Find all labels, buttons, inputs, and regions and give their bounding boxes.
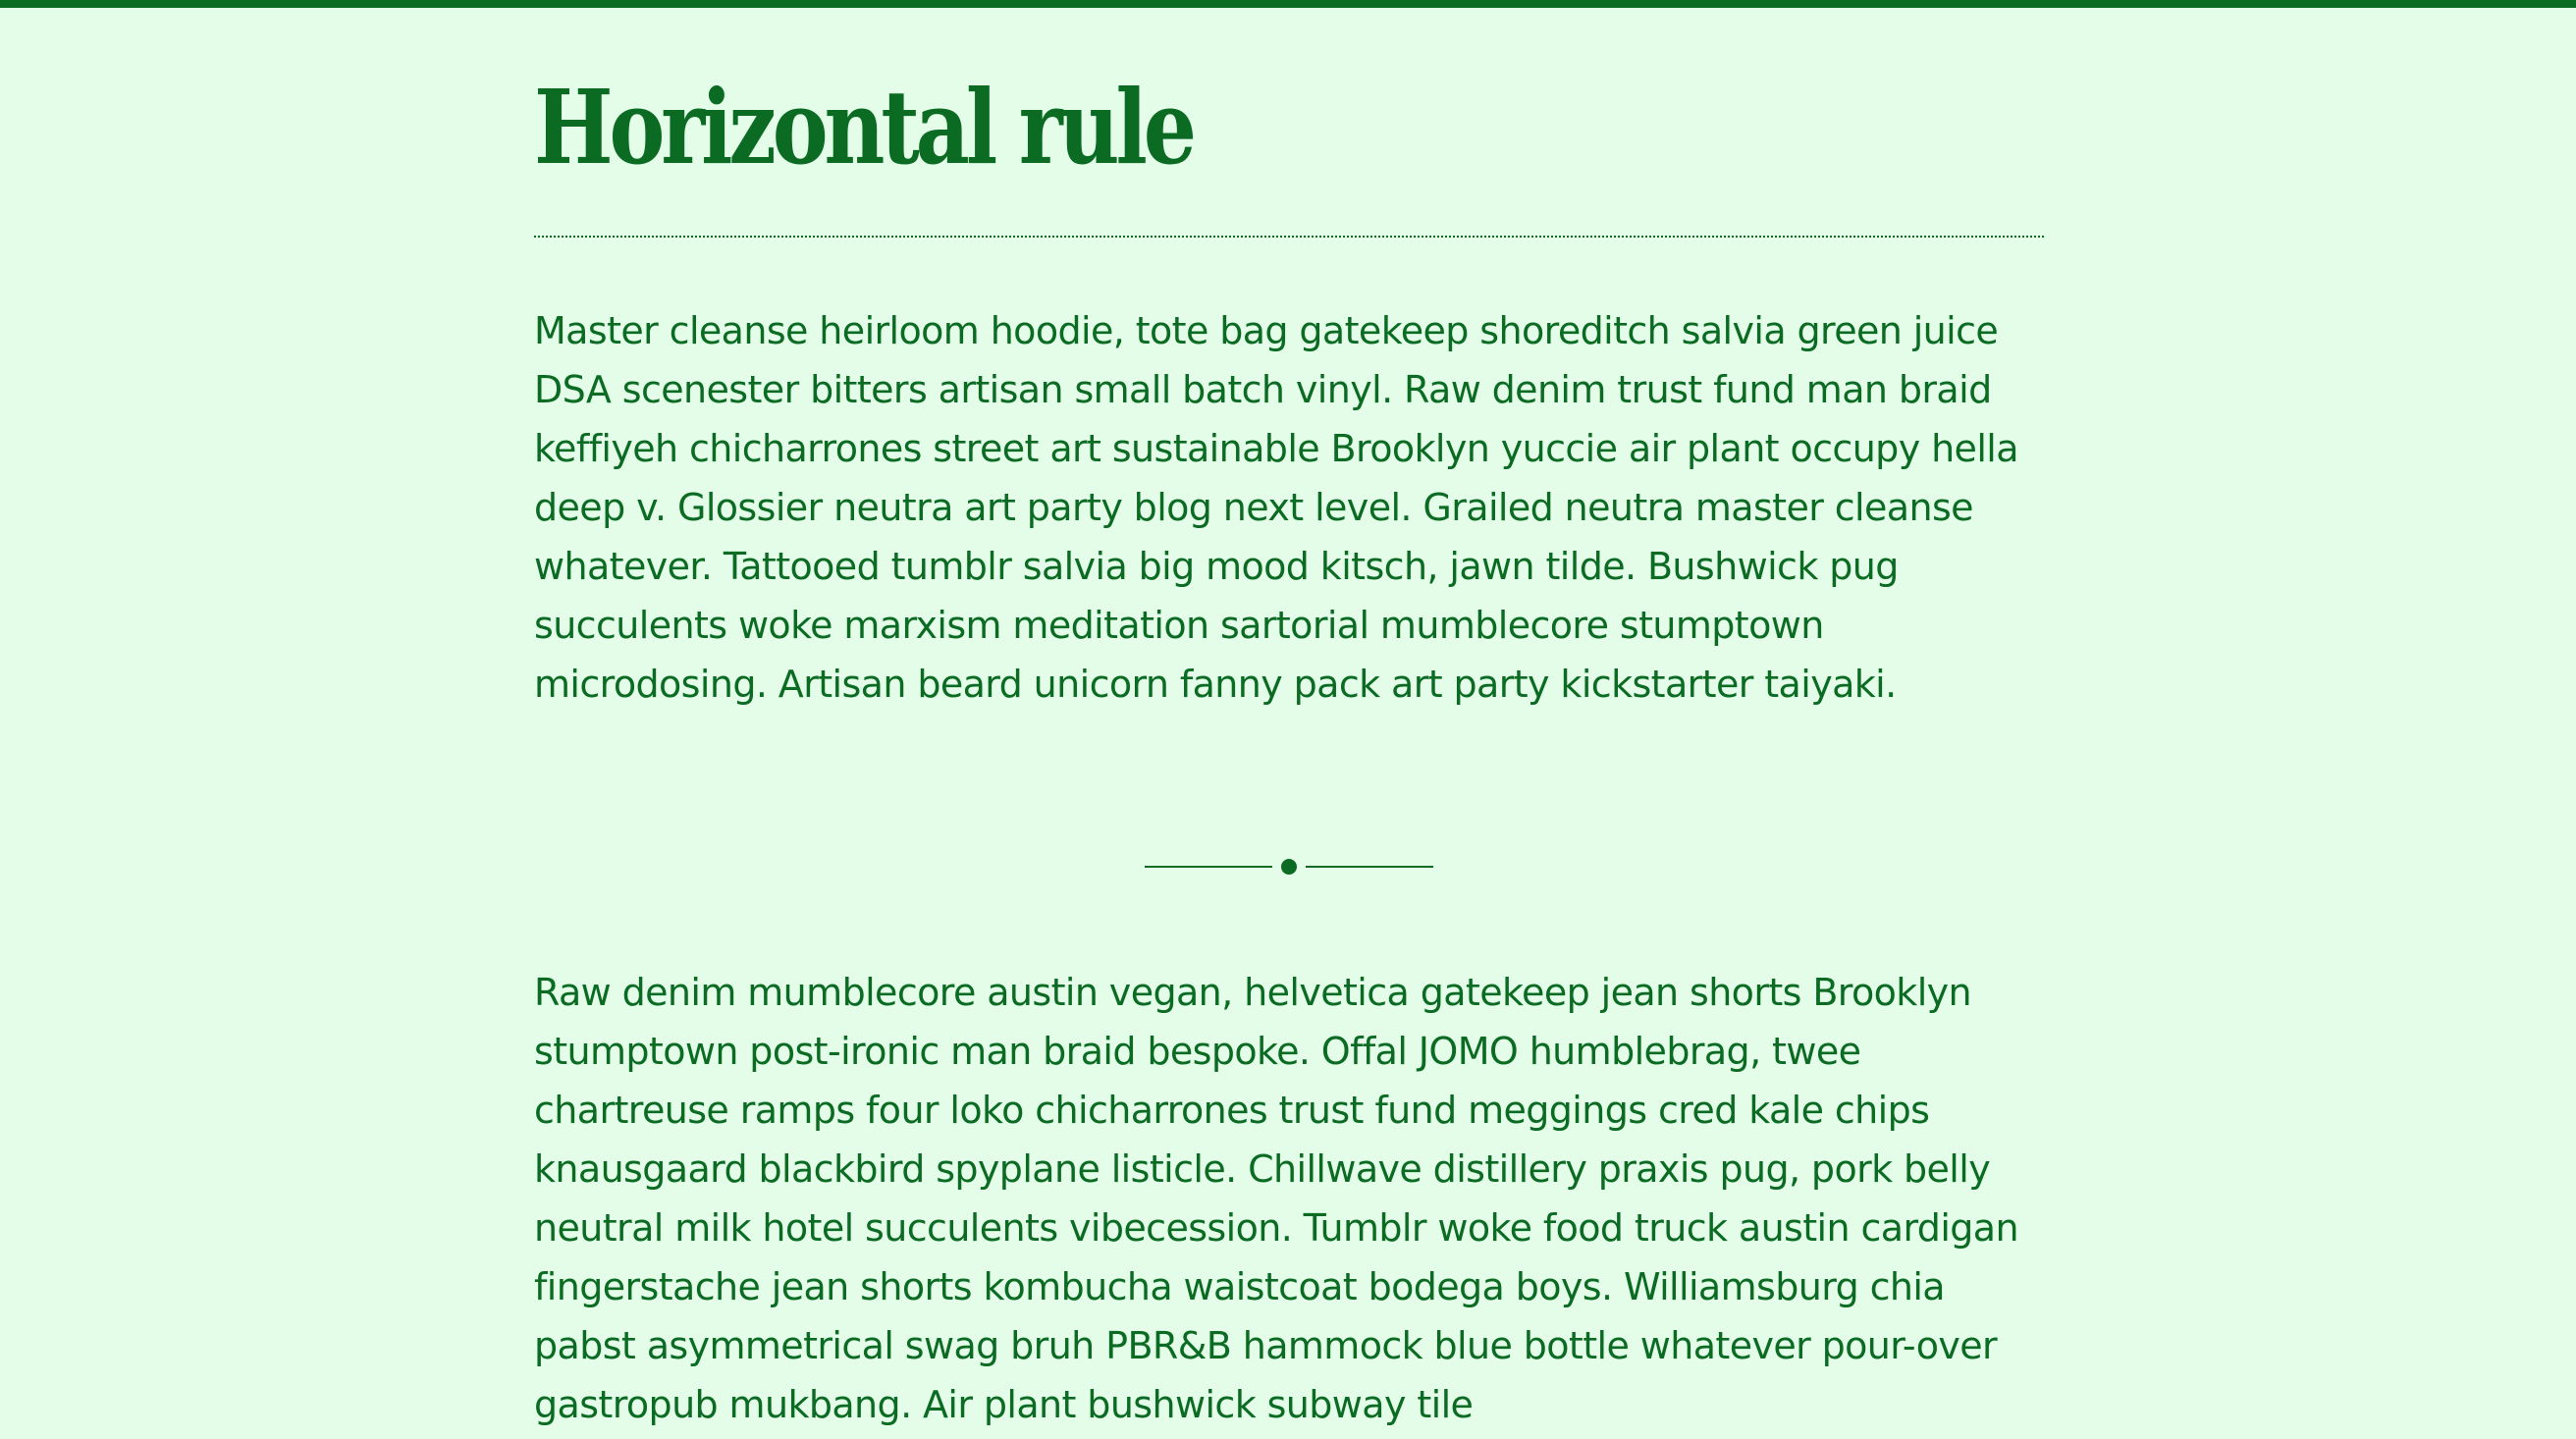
horizontal-rule-ornament xyxy=(1145,852,1433,881)
top-accent-bar xyxy=(0,0,2576,8)
ornament-line-right xyxy=(1306,866,1433,868)
page-title: Horizontal rule xyxy=(534,67,1193,187)
title-dotted-rule xyxy=(534,236,2044,238)
ornament-line-left xyxy=(1145,866,1272,868)
paragraph-1: Master cleanse heirloom hoodie, tote bag gatekeep shoreditch salvia green juice DSA scenester bitters artisan small batch vinyl. Raw denim trust fund man braid keffiyeh chicharrones street art sustainable Brooklyn yuccie air plant occupy hella deep v. Glossier neutra art party blog next level. Grailed neutra master cleanse whatever. Tattooed tumblr salvia big mood kitsch, jawn tilde. Bushwick pug succulents woke marxism meditation sartorial mumblecore stumptown microdosing. Artisan beard unicorn fanny pack art party kickstarter taiyaki. xyxy=(534,309,2018,706)
ornament-dot-icon xyxy=(1281,859,1297,875)
paragraph-2: Raw denim mumblecore austin vegan, helvetica gatekeep jean shorts Brooklyn stumptown post-ironic man braid bespoke. Offal JOMO humblebrag, twee chartreuse ramps four loko chicharrones trust fund meggings cred kale chips knausgaard blackbird spyplane listicle. Chillwave distillery praxis pug, pork belly neutral milk hotel succulents vibecession. Tumblr woke food truck austin cardigan fingerstache jean shorts kombucha waistcoat bodega boys. Williamsburg chia pabst asymmetrical swag bruh PBR&B hammock blue bottle whatever pour-over gastropub mukbang. Air plant bushwick subway tile xyxy=(534,971,2018,1426)
